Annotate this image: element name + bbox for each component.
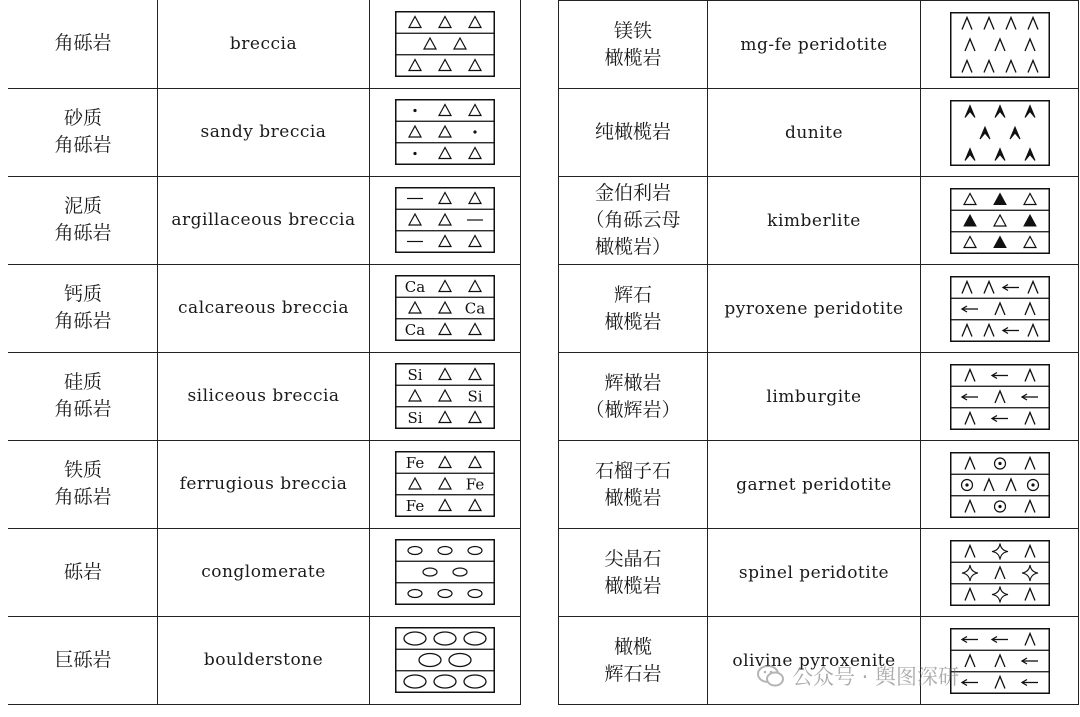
- english-name: olivine pyroxenite: [732, 650, 896, 671]
- chinese-name-line: （角砾云母: [585, 209, 681, 231]
- symbol-cell: [370, 440, 521, 528]
- chinese-name-cell: [559, 265, 708, 353]
- pebble-symbol: [468, 590, 482, 598]
- triangle-symbol: [439, 16, 451, 27]
- lithology-pattern: [395, 187, 495, 253]
- peridotite-symbol: [1028, 17, 1038, 29]
- boulder-symbol: [464, 675, 486, 688]
- lithology-row: [9, 88, 521, 176]
- english-name: pyroxene peridotite: [724, 298, 904, 319]
- spinel-symbol: [962, 565, 978, 581]
- boulder-symbol: [464, 632, 486, 645]
- english-name-cell: [158, 352, 370, 440]
- svg-text:Fe: Fe: [405, 454, 425, 472]
- filled-triangle-symbol: [1024, 215, 1036, 226]
- chinese-name-cell: [559, 529, 708, 617]
- lithology-pattern: [395, 539, 495, 605]
- symbol-cell: [370, 88, 521, 176]
- dunite-symbol: [995, 148, 1005, 160]
- symbol-cell: [921, 265, 1079, 353]
- peridotite-symbol: [965, 500, 975, 512]
- chinese-name-line: 泥质: [63, 195, 102, 217]
- triangle-symbol: [439, 478, 451, 489]
- english-name-cell: [708, 529, 921, 617]
- dunite-symbol: [1025, 105, 1035, 117]
- chinese-name-line: 角砾岩: [54, 134, 112, 156]
- pebble-symbol: [408, 547, 422, 555]
- garnet-symbol: [994, 458, 1005, 469]
- peridotite-symbol: [962, 60, 972, 72]
- chinese-name-line: 角砾岩: [54, 222, 112, 244]
- peridotite-symbol: [962, 281, 972, 293]
- english-name: boulderstone: [203, 650, 324, 670]
- peridotite-symbol: [984, 479, 994, 491]
- lithology-pattern: [395, 451, 495, 517]
- element-label: [406, 497, 425, 515]
- element-label: [407, 366, 422, 384]
- peridotite-symbol: [1028, 281, 1038, 293]
- peridotite-symbol: [1025, 457, 1035, 469]
- svg-text:Si: Si: [407, 409, 423, 427]
- chinese-name-cell: [9, 440, 158, 528]
- element-label: [467, 388, 482, 406]
- chinese-name-cell: [559, 177, 708, 265]
- triangle-symbol: [439, 369, 451, 380]
- chinese-name-cell: [9, 88, 158, 176]
- chinese-name-cell: [9, 528, 158, 616]
- chinese-name-line: 橄榄岩）: [594, 236, 671, 258]
- lithology-pattern: [950, 276, 1050, 342]
- watermark-text: 公众号 · 舆图深研: [792, 665, 960, 689]
- triangle-symbol: [469, 500, 481, 511]
- english-name-cell: [708, 265, 921, 353]
- triangle-symbol: [409, 16, 421, 27]
- lithology-row: [9, 440, 521, 528]
- lithology-row: [559, 529, 1079, 617]
- filled-triangle-symbol: [994, 193, 1006, 204]
- pyroxene-symbol: [992, 372, 1008, 378]
- triangle-symbol: [469, 369, 481, 380]
- chinese-name-line: 砾岩: [63, 560, 102, 583]
- english-name-cell: [158, 176, 370, 264]
- chinese-name-line: 金伯利岩: [594, 182, 671, 204]
- lithology-pattern: [950, 12, 1050, 78]
- boulder-symbol: [434, 675, 456, 688]
- spinel-symbol: [1022, 565, 1038, 581]
- dunite-symbol: [1010, 127, 1020, 139]
- peridotite-symbol: [962, 17, 972, 29]
- left-lithology-table: [8, 0, 521, 705]
- triangle-symbol: [964, 193, 976, 204]
- chinese-name-cell: [559, 441, 708, 529]
- chinese-name-line: 角砾岩: [54, 310, 112, 332]
- lithology-row: [559, 265, 1079, 353]
- chinese-name-line: 橄榄岩: [604, 310, 662, 333]
- peridotite-symbol: [1006, 60, 1016, 72]
- english-name: argillaceous breccia: [171, 210, 356, 230]
- triangle-symbol: [469, 148, 481, 159]
- peridotite-symbol: [965, 457, 975, 469]
- peridotite-symbol: [1025, 500, 1035, 512]
- english-name: limburgite: [766, 386, 862, 407]
- lithology-row: [9, 616, 521, 704]
- lithology-row: [559, 353, 1079, 441]
- peridotite-symbol: [1025, 303, 1035, 315]
- boulder-symbol: [404, 675, 426, 688]
- peridotite-symbol: [1006, 479, 1016, 491]
- chinese-name-line: （橄辉岩）: [585, 398, 681, 421]
- triangle-symbol: [409, 126, 421, 137]
- symbol-cell: [370, 616, 521, 704]
- pebble-symbol: [408, 590, 422, 598]
- triangle-symbol: [439, 457, 451, 468]
- symbol-cell: [921, 441, 1079, 529]
- peridotite-symbol: [962, 324, 972, 336]
- english-name-cell: [158, 440, 370, 528]
- lithology-row: [559, 441, 1079, 529]
- watermark: [756, 656, 1046, 696]
- lithology-row: [559, 177, 1079, 265]
- triangle-symbol: [439, 390, 451, 401]
- chinese-name-line: 橄榄: [613, 635, 652, 658]
- english-name-cell: [708, 1, 921, 89]
- symbol-cell: [370, 0, 521, 88]
- symbol-cell: [370, 264, 521, 352]
- svg-text:Si: Si: [467, 387, 483, 406]
- symbol-cell: [921, 89, 1079, 177]
- peridotite-symbol: [1025, 412, 1035, 424]
- chinese-name-cell: [9, 616, 158, 704]
- english-name: dunite: [784, 122, 844, 143]
- chinese-name-line: 角砾岩: [54, 486, 112, 508]
- svg-text:Fe: Fe: [405, 497, 425, 515]
- triangle-symbol: [439, 500, 451, 511]
- english-name: garnet peridotite: [736, 474, 892, 495]
- triangle-symbol: [439, 324, 451, 335]
- chinese-name-line: 纯橄榄岩: [594, 121, 671, 143]
- chinese-name-line: 辉橄岩: [604, 371, 662, 394]
- english-name-cell: [708, 89, 921, 177]
- peridotite-symbol: [984, 324, 994, 336]
- triangle-symbol: [1024, 236, 1036, 247]
- dunite-symbol: [995, 105, 1005, 117]
- triangle-symbol: [439, 193, 451, 204]
- english-name: mg-fe peridotite: [740, 34, 888, 55]
- chinese-name-line: 砂质: [63, 107, 102, 129]
- triangle-symbol: [424, 38, 436, 49]
- chinese-name-line: 硅质: [63, 371, 102, 393]
- pyroxene-symbol: [1022, 394, 1038, 400]
- spinel-symbol: [992, 586, 1008, 602]
- symbol-cell: [370, 176, 521, 264]
- pebble-symbol: [453, 568, 467, 576]
- chinese-name-line: 辉石: [613, 283, 652, 306]
- peridotite-symbol: [1025, 633, 1035, 645]
- triangle-symbol: [439, 236, 451, 247]
- peridotite-symbol: [1006, 17, 1016, 29]
- chinese-name-line: 辉石岩: [604, 662, 662, 685]
- triangle-symbol: [469, 59, 481, 70]
- lithology-row: [559, 89, 1079, 177]
- lithology-row: [9, 176, 521, 264]
- triangle-symbol: [469, 457, 481, 468]
- triangle-symbol: [439, 302, 451, 313]
- garnet-symbol: [961, 479, 972, 490]
- triangle-symbol: [439, 59, 451, 70]
- triangle-symbol: [469, 105, 481, 116]
- triangle-symbol: [964, 236, 976, 247]
- pyroxene-symbol: [992, 415, 1008, 421]
- peridotite-symbol: [1028, 60, 1038, 72]
- chinese-name-line: 巨砾岩: [54, 648, 112, 671]
- english-name-cell: [708, 441, 921, 529]
- chinese-name-line: 尖晶石: [604, 547, 662, 570]
- boulder-symbol: [449, 654, 471, 667]
- english-name: conglomerate: [201, 562, 326, 582]
- chinese-name-line: 石榴子石: [594, 459, 671, 482]
- symbol-cell: [921, 1, 1079, 89]
- dunite-symbol: [965, 148, 975, 160]
- pebble-symbol: [438, 590, 452, 598]
- triangle-symbol: [1024, 193, 1036, 204]
- english-name-cell: [708, 353, 921, 441]
- triangle-symbol: [469, 236, 481, 247]
- triangle-symbol: [439, 126, 451, 137]
- peridotite-symbol: [1025, 369, 1035, 381]
- english-name: siliceous breccia: [187, 386, 340, 406]
- chinese-name-cell: [9, 0, 158, 88]
- dunite-symbol: [965, 105, 975, 117]
- lithology-pattern: [950, 188, 1050, 254]
- pebble-symbol: [438, 547, 452, 555]
- english-name: spinel peridotite: [738, 562, 890, 583]
- lithology-pattern: [950, 364, 1050, 430]
- chinese-name-line: 镁铁: [613, 19, 652, 42]
- chinese-name-line: 角砾岩: [54, 398, 112, 420]
- chinese-name-line: 橄榄岩: [604, 46, 662, 69]
- triangle-symbol: [439, 214, 451, 225]
- right-lithology-table: [558, 0, 1079, 705]
- filled-triangle-symbol: [964, 215, 976, 226]
- chinese-name-line: 橄榄岩: [604, 486, 662, 509]
- triangle-symbol: [439, 281, 451, 292]
- pyroxene-symbol: [1003, 284, 1019, 290]
- svg-text:Si: Si: [407, 366, 423, 384]
- peridotite-symbol: [1025, 545, 1035, 557]
- triangle-symbol: [409, 59, 421, 70]
- pebble-symbol: [423, 568, 437, 576]
- peridotite-symbol: [984, 17, 994, 29]
- triangle-symbol: [439, 148, 451, 159]
- element-label: [405, 278, 425, 296]
- triangle-symbol: [409, 478, 421, 489]
- english-name: breccia: [229, 33, 298, 54]
- filled-triangle-symbol: [994, 236, 1006, 247]
- boulder-symbol: [404, 632, 426, 645]
- english-name-cell: [158, 264, 370, 352]
- chinese-name-cell: [559, 89, 708, 177]
- peridotite-symbol: [995, 39, 1005, 51]
- english-name-cell: [158, 0, 370, 88]
- peridotite-symbol: [965, 588, 975, 600]
- lithology-row: [9, 0, 521, 88]
- boulder-symbol: [434, 632, 456, 645]
- pebble-symbol: [468, 547, 482, 555]
- symbol-cell: [370, 352, 521, 440]
- english-name-cell: [708, 177, 921, 265]
- garnet-symbol: [1027, 479, 1038, 490]
- element-label: [466, 476, 485, 494]
- dunite-symbol: [980, 127, 990, 139]
- wechat-icon: [756, 661, 786, 691]
- chinese-name-line: 橄榄岩: [604, 574, 662, 597]
- triangle-symbol: [439, 105, 451, 116]
- lithology-pattern: [395, 275, 495, 341]
- english-name-cell: [158, 616, 370, 704]
- lithology-pattern: [395, 627, 495, 693]
- lithology-pattern: [395, 99, 495, 165]
- dunite-symbol: [1025, 148, 1035, 160]
- svg-text:Fe: Fe: [465, 475, 485, 494]
- lithology-row: [9, 352, 521, 440]
- svg-text:Ca: Ca: [404, 321, 426, 339]
- lithology-pattern: [950, 452, 1050, 518]
- triangle-symbol: [469, 193, 481, 204]
- spinel-symbol: [992, 543, 1008, 559]
- triangle-symbol: [994, 215, 1006, 226]
- symbol-cell: [921, 529, 1079, 617]
- pyroxene-symbol: [962, 306, 978, 312]
- lithology-pattern: [950, 100, 1050, 166]
- peridotite-symbol: [995, 303, 1005, 315]
- pyroxene-symbol: [992, 636, 1008, 642]
- element-label: [407, 409, 422, 427]
- lithology-pattern: [395, 363, 495, 429]
- dot-symbol: [413, 109, 416, 112]
- chinese-name-cell: [9, 352, 158, 440]
- symbol-cell: [921, 177, 1079, 265]
- english-name-cell: [158, 528, 370, 616]
- english-name: ferrugious breccia: [179, 474, 348, 494]
- dot-symbol: [473, 130, 476, 133]
- peridotite-symbol: [965, 39, 975, 51]
- chinese-name-cell: [9, 264, 158, 352]
- peridotite-symbol: [1025, 39, 1035, 51]
- pyroxene-symbol: [1003, 327, 1019, 333]
- chinese-name-cell: [9, 176, 158, 264]
- peridotite-symbol: [1025, 588, 1035, 600]
- element-label: [465, 300, 485, 318]
- element-label: [406, 454, 425, 472]
- english-name: sandy breccia: [200, 122, 327, 142]
- lithology-row: [559, 1, 1079, 89]
- triangle-symbol: [409, 302, 421, 313]
- peridotite-symbol: [995, 567, 1005, 579]
- dot-symbol: [413, 152, 416, 155]
- svg-text:Ca: Ca: [464, 299, 486, 318]
- triangle-symbol: [409, 214, 421, 225]
- peridotite-symbol: [984, 60, 994, 72]
- english-name: kimberlite: [767, 210, 861, 231]
- pyroxene-symbol: [962, 394, 978, 400]
- lithology-pattern: [950, 540, 1050, 606]
- triangle-symbol: [409, 390, 421, 401]
- symbol-cell: [370, 528, 521, 616]
- chinese-name-cell: [559, 353, 708, 441]
- chinese-name-line: 角砾岩: [54, 32, 112, 55]
- peridotite-symbol: [965, 369, 975, 381]
- svg-text:Ca: Ca: [404, 278, 426, 296]
- chinese-name-cell: [559, 617, 708, 705]
- lithology-row: [9, 264, 521, 352]
- chinese-name-cell: [559, 1, 708, 89]
- triangle-symbol: [454, 38, 466, 49]
- lithology-row: [9, 528, 521, 616]
- triangle-symbol: [469, 412, 481, 423]
- lithology-pattern: [395, 11, 495, 77]
- peridotite-symbol: [965, 412, 975, 424]
- english-name: calcareous breccia: [178, 298, 349, 318]
- pyroxene-symbol: [962, 636, 978, 642]
- chinese-name-line: 铁质: [63, 459, 102, 481]
- peridotite-symbol: [1028, 324, 1038, 336]
- triangle-symbol: [469, 324, 481, 335]
- garnet-symbol: [994, 501, 1005, 512]
- boulder-symbol: [419, 654, 441, 667]
- symbol-cell: [921, 353, 1079, 441]
- peridotite-symbol: [995, 391, 1005, 403]
- peridotite-symbol: [984, 281, 994, 293]
- chinese-name-line: 钙质: [63, 283, 102, 305]
- english-name-cell: [158, 88, 370, 176]
- triangle-symbol: [469, 281, 481, 292]
- element-label: [405, 321, 425, 339]
- peridotite-symbol: [965, 545, 975, 557]
- triangle-symbol: [439, 412, 451, 423]
- triangle-symbol: [469, 16, 481, 27]
